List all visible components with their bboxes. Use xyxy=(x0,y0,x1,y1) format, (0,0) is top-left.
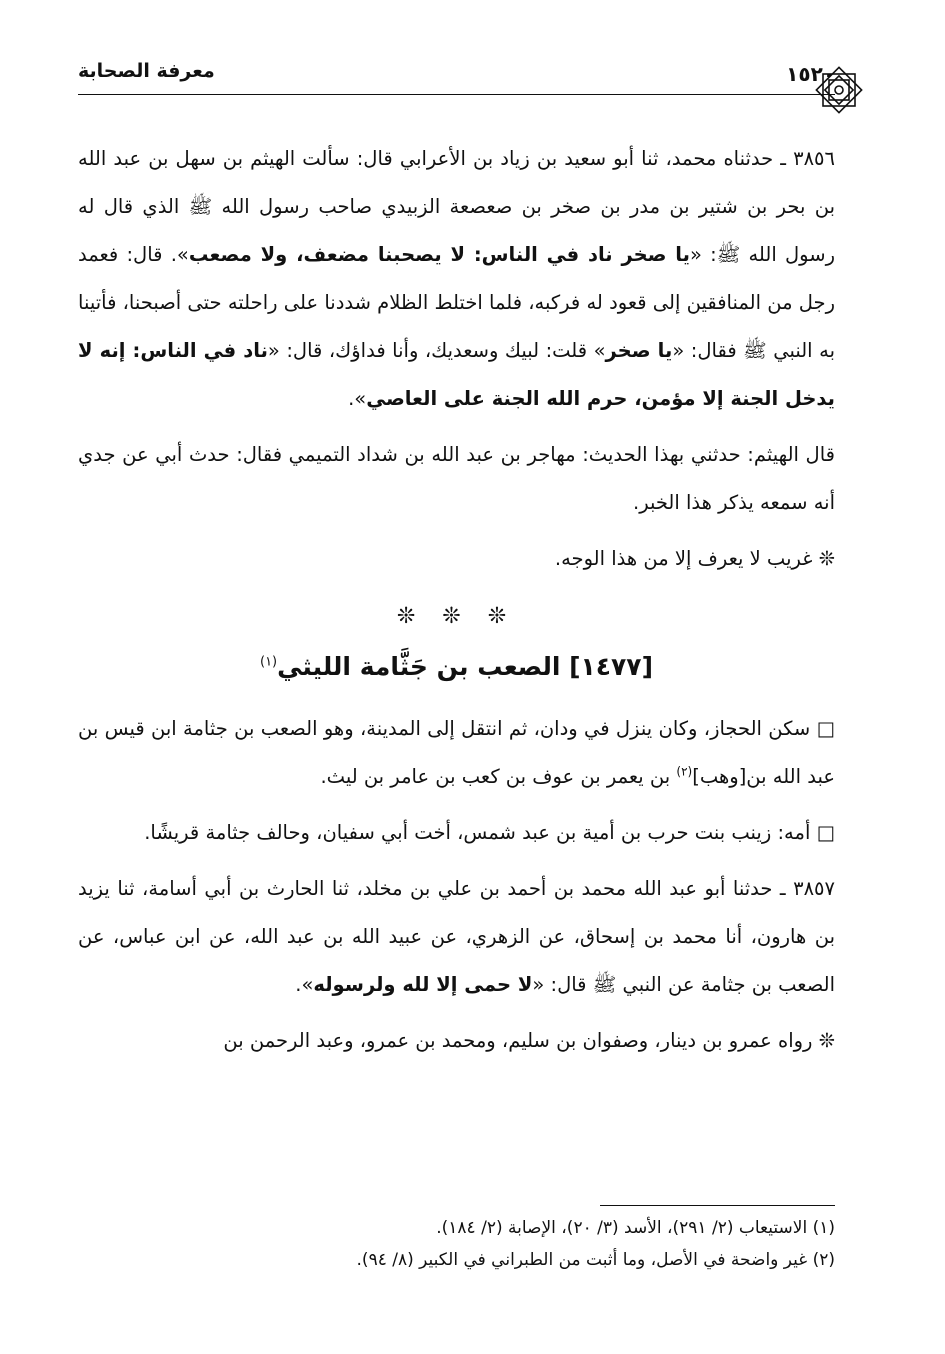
footnote-ref-1: (١) xyxy=(259,654,278,670)
section-heading: [١٤٧٧] الصعب بن جَثَّامة الليثي$^{(١)}$ xyxy=(259,652,654,681)
narration-note: ❊ رواه عمرو بن دينار، وصفوان بن سليم، ومحمد بن عمرو، وعبد الرحمن بن xyxy=(223,1029,835,1052)
footnote-rule xyxy=(600,1205,835,1206)
hadith-3856: ٣٨٥٦ ـ حدثناه محمد، ثنا أبو سعيد بن زياد بن الأعرابي قال: سألت الهيثم بن سهل بن عبد الله بن بحر بن شتير بن مدر بن صخر بن صعصعة الزبيدي صاحب رسول الله ﷺ الذي قال له رسول الله ﷺ: «يا صخر ناد في الناس: لا يصحبنا مضعف، ولا مصعب». قال: فعمد رجل من المنافقين إلى قعود له فركبه، فلما اختلط الظلام شددنا على راحلته حتى أصبحنا، فأتينا به النبي ﷺ فقال: «يا صخر» قلت: لبيك وسعديك، وأنا فداؤك، قال: «ناد في الناس: إنه لا يدخل الجنة إلا مؤمن، حرم الله الجنة على العاصي». xyxy=(78,147,835,410)
running-header xyxy=(78,60,835,92)
main-text xyxy=(78,135,835,1065)
mother-paragraph: □ أمه: زينب بنت حرب بن أمية بن عبد شمس، أخت أبي سفيان، وحالف جثامة قريشًا. xyxy=(144,821,835,844)
footnote-ref-2: (٢) xyxy=(676,764,693,779)
hadith-3857: ٣٨٥٧ ـ حدثنا أبو عبد الله محمد بن أحمد بن علي بن مخلد، ثنا الحارث بن أبي أسامة، ثنا يزيد بن هارون، أنا محمد بن إسحاق، عن الزهري، عن عبيد الله بن عبد الله، عن ابن عباس، عن الصعب بن جثامة عن النبي ﷺ قال: «لا حمى إلا لله ولرسوله». xyxy=(78,877,835,996)
running-title: معرفة الصحابة xyxy=(78,60,215,82)
footnote-1: (١) الاستيعاب (٢/ ٢٩١)، الأسد (٣/ ٢٠)، الإصابة (٢/ ١٨٤). xyxy=(436,1218,835,1238)
narrator-note: قال الهيثم: حدثني بهذا الحديث: مهاجر بن عبد الله بن شداد التميمي فقال: حدث أبي عن جدي أنه سمعه يذكر هذا الخبر. xyxy=(78,443,835,514)
bio-paragraph: □ سكن الحجاز، وكان ينزل في ودان، ثم انتقل إلى المدينة، وهو الصعب بن جثامة ابن قيس بن عبد الله بن[وهب]$^{(٢)}$ بن يعمر بن عوف بن كعب بن عامر بن ليث. xyxy=(78,717,835,788)
footnotes xyxy=(78,1212,835,1276)
footnote-2: (٢) غير واضحة في الأصل، وما أثبت من الطبراني في الكبير (٨/ ٩٤). xyxy=(356,1250,835,1270)
page-number: ١٥٢٠ xyxy=(786,62,835,86)
header-rule xyxy=(78,94,835,95)
section-divider: ❊ ❊ ❊ xyxy=(396,604,517,629)
star-ornament-icon xyxy=(811,62,867,118)
grading-note: ❊ غريب لا يعرف إلا من هذا الوجه. xyxy=(554,547,835,570)
